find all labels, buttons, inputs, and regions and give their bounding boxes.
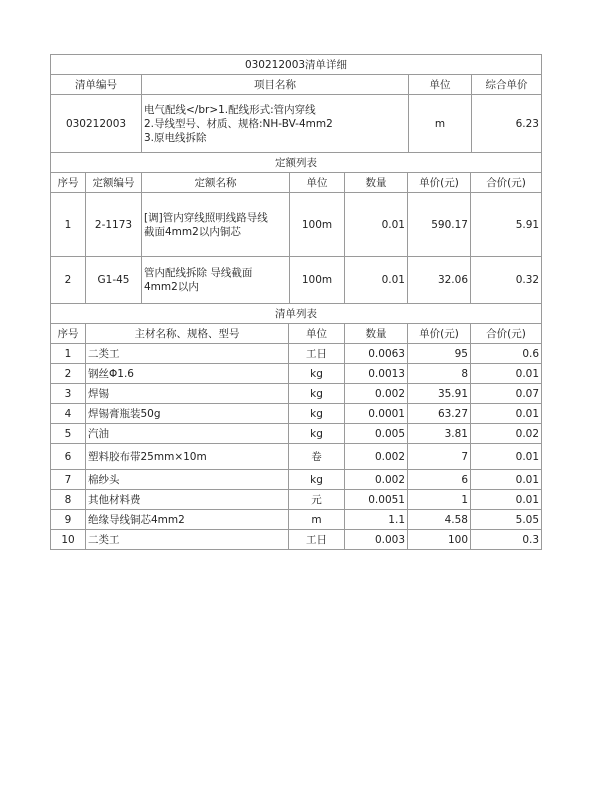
material-unit-price: 95 bbox=[408, 344, 471, 364]
material-unit-price: 7 bbox=[408, 444, 471, 470]
material-total: 0.02 bbox=[471, 424, 542, 444]
material-name: 焊锡 bbox=[86, 384, 289, 404]
header-unit-price: 单价(元) bbox=[408, 173, 471, 193]
quota-unit: 100m bbox=[290, 193, 345, 257]
material-name: 钢丝Φ1.6 bbox=[86, 364, 289, 384]
material-unit: kg bbox=[289, 424, 345, 444]
quota-total: 5.91 bbox=[471, 193, 542, 257]
quota-table bbox=[50, 152, 542, 304]
quota-unit-price: 32.06 bbox=[408, 257, 471, 304]
material-name: 二类工 bbox=[86, 530, 289, 550]
row-no: 2 bbox=[51, 257, 86, 304]
header-unit-price: 综合单价 bbox=[472, 75, 542, 95]
bill-price: 6.23 bbox=[472, 95, 542, 153]
description-line: 电气配线</br>1.配线形式:管内穿线 bbox=[144, 103, 316, 116]
header-quantity: 数量 bbox=[345, 324, 408, 344]
quota-unit-price: 590.17 bbox=[408, 193, 471, 257]
quota-name bbox=[142, 193, 290, 257]
row-no: 7 bbox=[51, 470, 86, 490]
table-row bbox=[51, 404, 542, 424]
material-unit: 工日 bbox=[289, 530, 345, 550]
table-row bbox=[51, 384, 542, 404]
table-row bbox=[51, 344, 542, 364]
material-quantity: 0.002 bbox=[345, 384, 408, 404]
row-no: 9 bbox=[51, 510, 86, 530]
material-unit-price: 35.91 bbox=[408, 384, 471, 404]
material-quantity: 0.0013 bbox=[345, 364, 408, 384]
description-line: 2.导线型号、材质、规格:NH-BV-4mm2 bbox=[144, 117, 333, 130]
quota-code: 2-1173 bbox=[86, 193, 142, 257]
quota-quantity: 0.01 bbox=[345, 193, 408, 257]
material-name: 焊锡膏瓶装50g bbox=[86, 404, 289, 424]
material-quantity: 0.0001 bbox=[345, 404, 408, 424]
header-quota-name: 定额名称 bbox=[142, 173, 290, 193]
header-no: 序号 bbox=[51, 173, 86, 193]
material-name: 绝缘导线铜芯4mm2 bbox=[86, 510, 289, 530]
header-unit: 单位 bbox=[290, 173, 345, 193]
bill-summary-table bbox=[50, 54, 542, 153]
material-quantity: 0.0051 bbox=[345, 490, 408, 510]
materials-section-title: 清单列表 bbox=[51, 304, 542, 324]
table-row bbox=[51, 193, 542, 257]
material-total: 0.01 bbox=[471, 364, 542, 384]
header-item-name: 项目名称 bbox=[142, 75, 409, 95]
bill-title: 030212003清单详细 bbox=[51, 55, 542, 75]
quota-name-line: 截面4mm2以内铜芯 bbox=[144, 225, 241, 238]
row-no: 8 bbox=[51, 490, 86, 510]
table-row bbox=[51, 444, 542, 470]
material-unit: kg bbox=[289, 404, 345, 424]
material-total: 0.01 bbox=[471, 470, 542, 490]
row-no: 4 bbox=[51, 404, 86, 424]
quota-code: G1-45 bbox=[86, 257, 142, 304]
material-unit: 元 bbox=[289, 490, 345, 510]
quota-total: 0.32 bbox=[471, 257, 542, 304]
material-total: 0.01 bbox=[471, 444, 542, 470]
material-quantity: 0.003 bbox=[345, 530, 408, 550]
material-quantity: 0.005 bbox=[345, 424, 408, 444]
material-total: 0.3 bbox=[471, 530, 542, 550]
material-unit-price: 63.27 bbox=[408, 404, 471, 424]
bill-item-description bbox=[142, 95, 409, 153]
row-no: 5 bbox=[51, 424, 86, 444]
materials-table bbox=[50, 303, 542, 550]
header-unit: 单位 bbox=[289, 324, 345, 344]
quota-name-line: 管内配线拆除 导线截面 bbox=[144, 267, 253, 279]
material-unit-price: 100 bbox=[408, 530, 471, 550]
table-row bbox=[51, 424, 542, 444]
row-no: 10 bbox=[51, 530, 86, 550]
quota-name-line: 4mm2以内 bbox=[144, 281, 199, 293]
material-unit-price: 8 bbox=[408, 364, 471, 384]
table-row bbox=[51, 364, 542, 384]
row-no: 3 bbox=[51, 384, 86, 404]
material-unit-price: 6 bbox=[408, 470, 471, 490]
table-row bbox=[51, 257, 542, 304]
material-total: 5.05 bbox=[471, 510, 542, 530]
material-unit: 工日 bbox=[289, 344, 345, 364]
header-total: 合价(元) bbox=[471, 173, 542, 193]
table-row bbox=[51, 510, 542, 530]
table-row bbox=[51, 530, 542, 550]
material-total: 0.07 bbox=[471, 384, 542, 404]
material-unit: kg bbox=[289, 364, 345, 384]
material-total: 0.6 bbox=[471, 344, 542, 364]
row-no: 1 bbox=[51, 193, 86, 257]
material-name: 塑料胶布带25mm×10m bbox=[86, 444, 289, 470]
material-unit: kg bbox=[289, 470, 345, 490]
materials-body bbox=[51, 344, 542, 550]
material-name: 其他材料费 bbox=[86, 490, 289, 510]
header-total: 合价(元) bbox=[471, 324, 542, 344]
row-no: 6 bbox=[51, 444, 86, 470]
header-no: 序号 bbox=[51, 324, 86, 344]
header-material-name: 主材名称、规格、型号 bbox=[86, 324, 289, 344]
material-name: 二类工 bbox=[86, 344, 289, 364]
material-quantity: 0.002 bbox=[345, 470, 408, 490]
quota-section-title: 定额列表 bbox=[51, 153, 542, 173]
bill-code: 030212003 bbox=[51, 95, 142, 153]
material-quantity: 1.1 bbox=[345, 510, 408, 530]
header-quota-code: 定额编号 bbox=[86, 173, 142, 193]
material-name: 汽油 bbox=[86, 424, 289, 444]
material-unit-price: 1 bbox=[408, 490, 471, 510]
header-bill-code: 清单编号 bbox=[51, 75, 142, 95]
row-no: 2 bbox=[51, 364, 86, 384]
material-unit: kg bbox=[289, 384, 345, 404]
row-no: 1 bbox=[51, 344, 86, 364]
material-unit-price: 3.81 bbox=[408, 424, 471, 444]
quota-name-line: [调]管内穿线照明线路导线 bbox=[144, 211, 268, 224]
material-unit: 卷 bbox=[289, 444, 345, 470]
quota-unit: 100m bbox=[290, 257, 345, 304]
bill-unit: m bbox=[409, 95, 472, 153]
table-row bbox=[51, 490, 542, 510]
material-unit: m bbox=[289, 510, 345, 530]
description-line: 3.原电线拆除 bbox=[144, 131, 207, 144]
quota-quantity: 0.01 bbox=[345, 257, 408, 304]
material-unit-price: 4.58 bbox=[408, 510, 471, 530]
header-unit-price: 单价(元) bbox=[408, 324, 471, 344]
quota-name bbox=[142, 257, 290, 304]
material-quantity: 0.002 bbox=[345, 444, 408, 470]
material-total: 0.01 bbox=[471, 490, 542, 510]
header-quantity: 数量 bbox=[345, 173, 408, 193]
table-row bbox=[51, 470, 542, 490]
header-unit: 单位 bbox=[409, 75, 472, 95]
material-quantity: 0.0063 bbox=[345, 344, 408, 364]
material-name: 棉纱头 bbox=[86, 470, 289, 490]
material-total: 0.01 bbox=[471, 404, 542, 424]
